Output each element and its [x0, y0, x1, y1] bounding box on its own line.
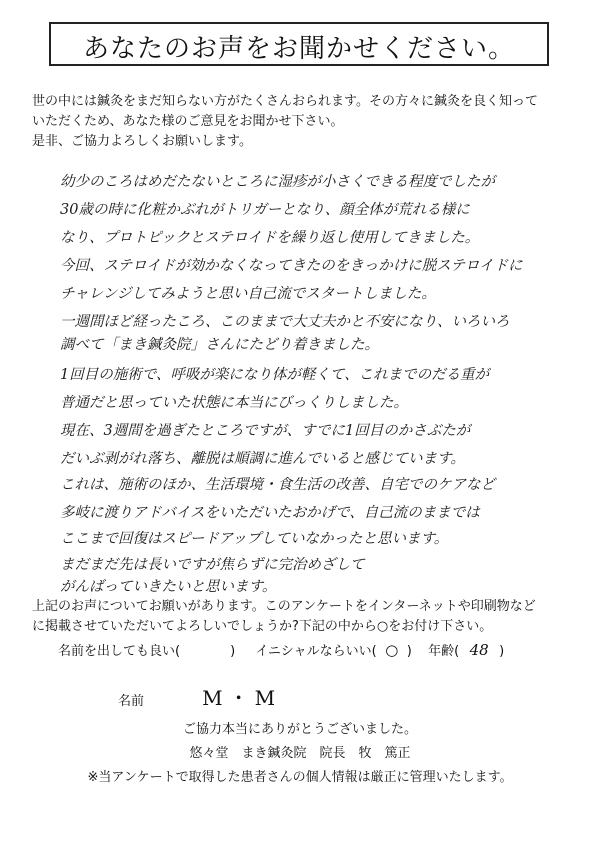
initial-option-mark[interactable]: ○ [385, 641, 399, 659]
intro-text [32, 92, 582, 152]
testimonial-line: がんばっていきたいと思います。 [60, 579, 277, 595]
testimonial-line: なり、プロトピックとステロイドを繰り返し使用してきました。 [60, 230, 480, 246]
page-title: あなたのお声をお聞かせください。 [82, 34, 515, 64]
testimonial-line: まだまだ先は長いですが焦らずに完治めざして [60, 557, 365, 573]
request-line: 上記のお声についてお願いがあります。このアンケートをインターネットや印刷物など [32, 599, 536, 614]
testimonial-line: チャレンジしてみようと思い自己流でスタートしました。 [60, 286, 436, 302]
intro-line: 世の中には鍼灸をまだ知らない方がたくさんおられます。その方々に鍼灸を良く知って [32, 94, 538, 109]
title-box [49, 22, 549, 66]
testimonial-line: だいぶ剥がれ落ち、離脱は順調に進んでいると感じています。 [60, 451, 465, 467]
fullname-option-close: ) [230, 644, 236, 659]
age-label: 年齢( [428, 644, 460, 659]
request-line: に掲載させていただいてよろしいでしょうか?下記の中から○をお付け下さい。 [32, 619, 493, 634]
testimonial-line: 1回目の施術で、呼吸が楽になり体が軽くて、これまでのだる重が [60, 367, 490, 383]
initial-option-label: イニシャルならいい( [255, 644, 377, 659]
testimonial-line: 多岐に渡りアドバイスをいただいたおかげで、自己流のままでは [60, 505, 480, 521]
age-close: ) [499, 644, 505, 659]
testimonial-line: 調べて「まき鍼灸院」さんにたどり着きました。 [60, 337, 379, 353]
signature-value[interactable]: M・M [202, 686, 282, 710]
testimonial-line: ここまで回復はスピードアップしていなかったと思います。 [60, 531, 449, 547]
testimonial-line: 一週間ほど経ったころ、このままで大丈夫かと不安になり、いろいろ [60, 314, 510, 330]
signature-row [118, 682, 281, 711]
signature-label: 名前 [118, 694, 145, 709]
testimonial-line: 30歳の時に化粧かぶれがトリガーとなり、顔全体が荒れる様に [60, 202, 470, 218]
testimonial-line: 普通だと思っていた状態に本当にびっくりしました。 [60, 395, 408, 411]
testimonial-line: 今回、ステロイドが効かなくなってきたのをきっかけに脱ステロイドに [60, 258, 523, 274]
consent-options [58, 640, 504, 659]
testimonial-line: これは、施術のほか、生活環境・食生活の改善、自宅でのケアなど [60, 477, 495, 493]
intro-line: いただくため、あなた様のご意見をお聞かせ下さい。 [32, 114, 344, 129]
age-value[interactable]: 48 [469, 641, 489, 659]
request-text [32, 597, 582, 637]
intro-line: 是非、ご協力よろしくお願いします。 [32, 134, 252, 149]
initial-option-close: ) [406, 644, 412, 659]
testimonial-line: 現在、3週間を過ぎたところですが、すでに1回目のかさぶたが [60, 423, 471, 439]
privacy-notice: ※当アンケートで取得した患者さんの個人情報は厳正に管理いたします。 [87, 770, 513, 785]
testimonial-line: 幼少のころはめだたないところに湿疹が小さくできる程度でしたが [60, 174, 495, 190]
clinic-name: 悠々堂 まき鍼灸院 院長 牧 篤正 [189, 746, 411, 761]
closing-thanks: ご協力本当にありがとうございました。 [182, 722, 417, 737]
fullname-option-label: 名前を出しても良い( [58, 644, 181, 659]
